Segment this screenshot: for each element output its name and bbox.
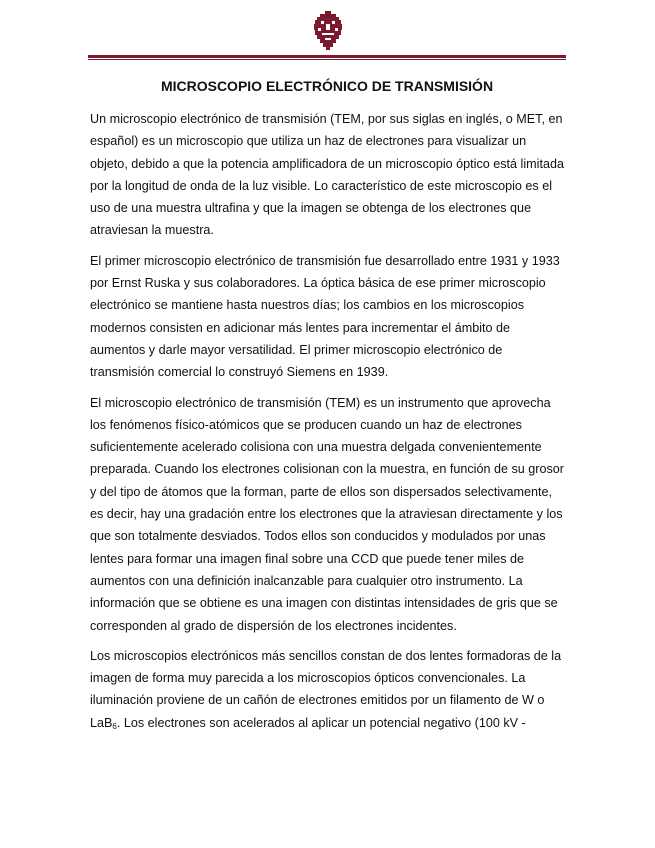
paragraph-3: El microscopio electrónico de transmisión (TEM) es un instrumento que aprovecha los fenómenos físico-atómicos que se producen cuando un haz de electrones suficientemente acelerado colisiona con una muestra delgada convenientemente preparada. Cuando los electrones colisionan con la muestra, en función de su grosor y del tipo de átomos que la forman, parte de ellos son dispersados selectivamente, es decir, hay una gradación entre los electrones que la atraviesan directamente y los que son totalmente desviados. Todos ellos son conducidos y modulados por unas lentes para formar una imagen final sobre una CCD que puede tener miles de aumentos con una definición inalcanzable para cualquier otro instrumento. La información que se obtiene es una imagen con distintas intensidades de gris que se corresponden al grado de dispersión de los electrones incidentes. <box>90 395 564 633</box>
paragraph-4-text-b: . Los electrones son acelerados al aplicar un potencial negativo (100 kV - <box>116 715 526 730</box>
paragraph-1: Un microscopio electrónico de transmisión (TEM, por sus siglas en inglés, o MET, en español) es un microscopio que utiliza un haz de electrones para visualizar un objeto, debido a que la potencia amplificadora de un microscopio óptico está limitada por la longitud de onda de la luz visible. Lo característico de este microscopio es el uso de una muestra ultrafina y que la imagen se obtenga de los electrones que atraviesan la muestra. <box>90 112 564 238</box>
subscript-6: 6 <box>112 721 117 731</box>
page-title: MICROSCOPIO ELECTRÓNICO DE TRANSMISIÓN <box>160 78 494 94</box>
header-rule-thin <box>88 59 566 60</box>
header-rule <box>88 55 566 58</box>
paragraph-4 <box>90 645 566 734</box>
paragraph-2: El primer microscopio electrónico de transmisión fue desarrollado entre 1931 y 1933 por Ernst Ruska y sus colaboradores. La óptica básica de ese primer microscopio electrónico se mantiene hasta nuestros días; los cambios en los microscopios modernos consisten en adicionar más lentes para incrementar el ámbito de aumentos y darle mayor versatilidad. El primer microscopio electrónico de transmisión comercial lo construyó Siemens en 1939. <box>90 253 560 380</box>
university-seal-icon <box>311 10 345 52</box>
document-body <box>90 108 566 734</box>
paragraph-4-text-a: Los microscopios electrónicos más sencillos constan de dos lentes formadoras de la imagen de forma muy parecida a los microscopios ópticos convencionales. La iluminación proviene de un cañón de electrones emitidos por un filamento de W o LaB <box>90 648 562 730</box>
